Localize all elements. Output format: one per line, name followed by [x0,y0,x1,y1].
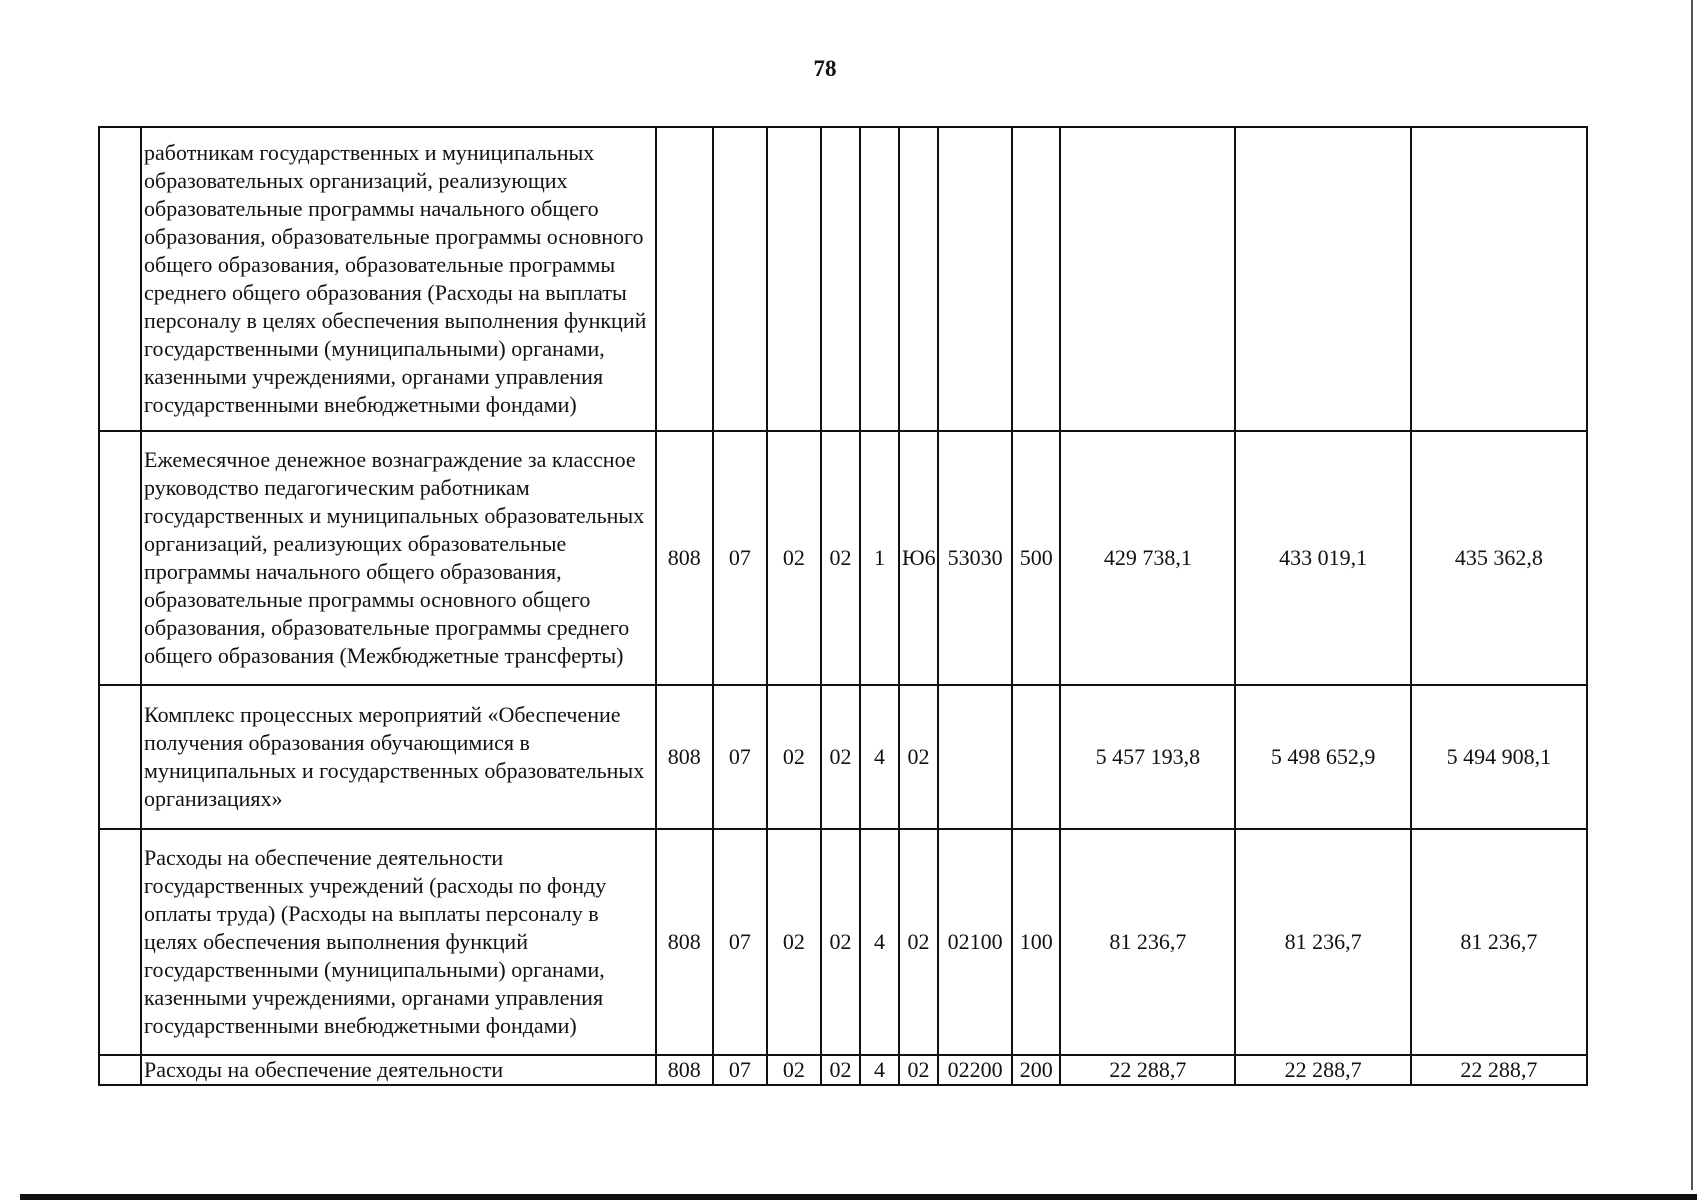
code-cell: 02100 [938,829,1012,1055]
ved-cell: 808 [656,431,713,685]
pr-cell: 02 [767,431,821,685]
amount-year3-cell [1411,127,1587,431]
rz-cell: 07 [713,829,767,1055]
table-row [99,431,1587,685]
event-cell [899,127,938,431]
scan-edge-line [1691,0,1693,1190]
amount-year3-cell: 22 288,7 [1411,1055,1587,1085]
code-cell: 02200 [938,1055,1012,1085]
amount-year2-cell: 433 019,1 [1235,431,1410,685]
row-number-cell [99,829,141,1055]
amount-year1-cell [1060,127,1235,431]
amount-year3-cell: 435 362,8 [1411,431,1587,685]
ved-cell: 808 [656,685,713,829]
vr-cell: 500 [1012,431,1060,685]
amount-year2-cell: 22 288,7 [1235,1055,1410,1085]
program-cell: 02 [821,829,860,1055]
code-cell [938,685,1012,829]
pr-cell [767,127,821,431]
rz-cell [713,127,767,431]
ved-cell: 808 [656,829,713,1055]
subprogram-cell: 4 [860,829,899,1055]
table-row [99,127,1587,431]
amount-year3-cell: 5 494 908,1 [1411,685,1587,829]
program-cell: 02 [821,1055,860,1085]
table-row [99,829,1587,1055]
event-cell: 02 [899,685,938,829]
table-row [99,1055,1587,1085]
page-number: 78 [813,56,837,81]
subprogram-cell: 1 [860,431,899,685]
row-number-cell [99,1055,141,1085]
vr-cell: 200 [1012,1055,1060,1085]
program-cell: 02 [821,685,860,829]
event-cell: 02 [899,829,938,1055]
budget-table [98,126,1588,1086]
description-cell: Ежемесячное денежное вознаграждение за классное руководство педагогическим работникам государственных и муниципальных образовательных организаций, реализующих образовательные программы начального общего образования, образовательные программы основного общего образования, образовательные программы среднего общего образования (Межбюджетные трансферты) [141,431,656,685]
pr-cell: 02 [767,1055,821,1085]
pr-cell: 02 [767,829,821,1055]
description-cell: Расходы на обеспечение деятельности [141,1055,656,1085]
amount-year1-cell: 5 457 193,8 [1060,685,1235,829]
event-cell: Ю6 [899,431,938,685]
description-cell: работникам государственных и муниципальных образовательных организаций, реализующих образовательные программы начального общего образования, образовательные программы основного общего образования, образовательные программы среднего общего образования (Расходы на выплаты персоналу в целях обеспечения выполнения функций государственными (муниципальными) органами, казенными учреждениями, органами управления государственными внебюджетными фондами) [141,127,656,431]
ved-cell [656,127,713,431]
program-cell [821,127,860,431]
amount-year1-cell: 429 738,1 [1060,431,1235,685]
event-cell: 02 [899,1055,938,1085]
row-number-cell [99,431,141,685]
code-cell: 53030 [938,431,1012,685]
description-cell: Расходы на обеспечение деятельности государственных учреждений (расходы по фонду оплаты труда) (Расходы на выплаты персоналу в целях обеспечения выполнения функций государственными (муниципальными) органами, казенными учреждениями, органами управления государственными внебюджетными фондами) [141,829,656,1055]
scan-bottom-edge [20,1194,1697,1200]
ved-cell: 808 [656,1055,713,1085]
subprogram-cell: 4 [860,1055,899,1085]
code-cell [938,127,1012,431]
pr-cell: 02 [767,685,821,829]
rz-cell: 07 [713,685,767,829]
subprogram-cell [860,127,899,431]
rz-cell: 07 [713,431,767,685]
description-cell: Комплекс процессных мероприятий «Обеспечение получения образования обучающимися в муниципальных и государственных образовательных организациях» [141,685,656,829]
amount-year1-cell: 22 288,7 [1060,1055,1235,1085]
rz-cell: 07 [713,1055,767,1085]
vr-cell [1012,685,1060,829]
row-number-cell [99,127,141,431]
amount-year1-cell: 81 236,7 [1060,829,1235,1055]
amount-year2-cell: 81 236,7 [1235,829,1410,1055]
amount-year2-cell [1235,127,1410,431]
amount-year3-cell: 81 236,7 [1411,829,1587,1055]
amount-year2-cell: 5 498 652,9 [1235,685,1410,829]
vr-cell: 100 [1012,829,1060,1055]
program-cell: 02 [821,431,860,685]
subprogram-cell: 4 [860,685,899,829]
vr-cell [1012,127,1060,431]
row-number-cell [99,685,141,829]
table-row [99,685,1587,829]
